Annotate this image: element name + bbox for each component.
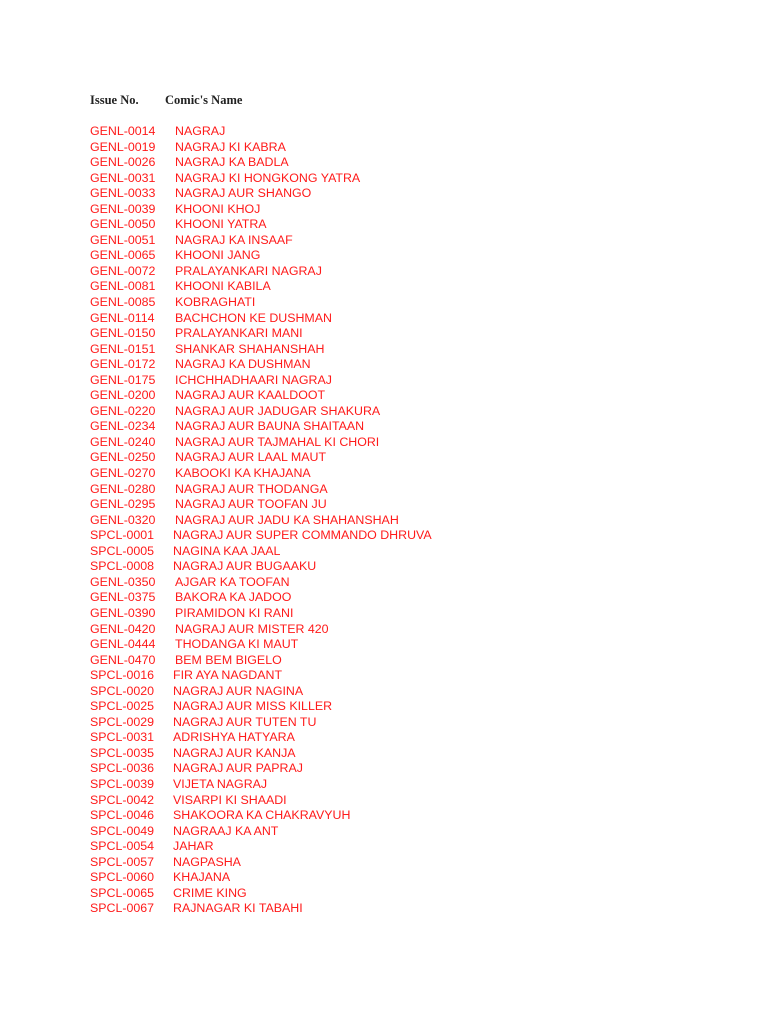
comic-name: ICHCHHADHAARI NAGRAJ [175, 372, 332, 387]
comic-name: FIR AYA NAGDANT [173, 668, 283, 683]
issue-number: GENL-0050 [90, 217, 156, 232]
issue-number: GENL-0019 [90, 139, 156, 154]
issue-number: SPCL-0036 [90, 761, 155, 776]
issue-number: SPCL-0008 [90, 559, 155, 574]
list-item [90, 497, 327, 513]
list-item [90, 621, 329, 638]
issue-number: GENL-0031 [90, 170, 156, 185]
comic-name: VISARPI KI SHAADI [173, 792, 287, 807]
issue-number: GENL-0033 [90, 186, 156, 201]
list-item [90, 434, 380, 451]
comic-name: NAGRAJ AUR TUTEN TU [173, 714, 317, 729]
list-item [90, 466, 311, 482]
comic-name: NAGRAJ [175, 124, 226, 138]
issue-number: SPCL-0054 [90, 839, 155, 854]
issue-number: SPCL-0046 [90, 808, 155, 823]
comic-name: CRIME KING [173, 885, 247, 900]
comic-name-heading: Comic's Name [165, 93, 243, 107]
issue-number: SPCL-0005 [90, 543, 155, 558]
list-item [90, 683, 304, 700]
comic-name: NAGRAJ AUR PAPRAJ [173, 761, 303, 776]
list-item [90, 279, 271, 295]
list-item [90, 792, 287, 809]
comic-name: NAGRAJ AUR JADUGAR SHAKURA [175, 403, 381, 418]
issue-number: GENL-0026 [90, 155, 156, 170]
list-item [90, 776, 268, 793]
issue-number: GENL-0234 [90, 419, 156, 434]
comic-name: ADRISHYA HATYARA [173, 730, 295, 745]
list-item [90, 745, 296, 762]
list-item [90, 263, 322, 280]
list-item [90, 217, 267, 233]
issue-number: SPCL-0001 [90, 528, 155, 543]
comic-name: NAGRAJ AUR SUPER COMMANDO DHRUVA [173, 528, 432, 543]
issue-number: SPCL-0025 [90, 699, 155, 714]
list-item [90, 528, 432, 544]
issue-number: GENL-0081 [90, 279, 156, 294]
list-item [90, 155, 289, 171]
issue-number: GENL-0240 [90, 434, 156, 449]
list-item [90, 839, 214, 855]
comic-name: NAGRAJ KA INSAAF [175, 232, 293, 247]
comic-name: KHAJANA [173, 870, 231, 885]
comic-name: PIRAMIDON KI RANI [175, 605, 294, 620]
comic-name: NAGRAJ KA DUSHMAN [175, 357, 311, 372]
comic-name: NAGRAJ AUR JADU KA SHAHANSHAH [175, 512, 399, 527]
comic-name: KHOONI YATRA [175, 217, 267, 232]
comic-name: NAGRAJ AUR MISS KILLER [173, 699, 333, 714]
list-item [90, 637, 299, 653]
issue-number: GENL-0390 [90, 605, 156, 620]
issue-number: GENL-0072 [90, 263, 156, 278]
list-item [90, 201, 261, 218]
issue-number: GENL-0350 [90, 574, 156, 589]
list-item [90, 295, 256, 311]
comic-name: NAGRAJ KA BADLA [175, 155, 289, 170]
comic-name: AJGAR KA TOOFAN [175, 574, 290, 589]
comic-name: NAGINA KAA JAAL [173, 543, 281, 558]
comic-name: KHOONI KABILA [175, 279, 271, 294]
list-item [90, 326, 303, 342]
comic-name: SHAKOORA KA CHAKRAVYUH [173, 808, 351, 823]
list-item [90, 901, 303, 917]
issue-number: GENL-0270 [90, 466, 156, 481]
comic-name: NAGRAJ KI HONGKONG YATRA [175, 170, 361, 185]
comic-name: NAGRAAJ KA ANT [173, 823, 279, 838]
issue-number: SPCL-0039 [90, 776, 155, 791]
issue-number: GENL-0151 [90, 341, 156, 356]
comic-name: NAGRAJ AUR LAAL MAUT [175, 450, 327, 465]
comic-name: NAGRAJ AUR MISTER 420 [175, 621, 329, 636]
list-item [90, 870, 231, 886]
issue-number: SPCL-0031 [90, 730, 155, 745]
issue-number: GENL-0065 [90, 248, 156, 263]
comic-name: NAGPASHA [173, 854, 241, 869]
list-item [90, 248, 261, 264]
list-item [90, 699, 333, 715]
list-item [90, 372, 332, 389]
comic-name: RAJNAGAR KI TABAHI [173, 901, 303, 916]
issue-number: GENL-0014 [90, 124, 156, 138]
issue-number: GENL-0114 [90, 310, 155, 325]
issue-number: GENL-0039 [90, 201, 156, 216]
issue-number: SPCL-0065 [90, 885, 155, 900]
list-item [90, 232, 293, 249]
comic-name: BAKORA KA JADOO [175, 590, 292, 605]
list-item [90, 574, 290, 591]
list-item [90, 714, 317, 731]
issue-number: GENL-0051 [90, 232, 156, 247]
list-item [90, 668, 283, 684]
issue-number: SPCL-0029 [90, 714, 155, 729]
issue-number: SPCL-0057 [90, 854, 155, 869]
table-header [90, 93, 242, 108]
comic-name: NAGRAJ AUR NAGINA [173, 683, 304, 698]
issue-number: SPCL-0020 [90, 683, 155, 698]
list-item [90, 761, 303, 777]
issue-number: GENL-0250 [90, 450, 156, 465]
issue-number: GENL-0200 [90, 388, 156, 403]
issue-number: GENL-0295 [90, 497, 156, 512]
list-item [90, 357, 311, 373]
list-item [90, 823, 279, 840]
list-item [90, 543, 281, 560]
list-item [90, 652, 282, 669]
comic-name: JAHAR [173, 839, 214, 854]
issue-number: SPCL-0035 [90, 745, 155, 760]
list-item [90, 124, 226, 140]
list-item [90, 854, 241, 871]
comic-name: KHOONI JANG [175, 248, 261, 263]
comic-name: SHANKAR SHAHANSHAH [175, 341, 325, 356]
list-item [90, 885, 247, 902]
list-item [90, 170, 361, 187]
issue-number: SPCL-0067 [90, 901, 155, 916]
comic-name: NAGRAJ AUR TAJMAHAL KI CHORI [175, 434, 380, 449]
issue-number: GENL-0220 [90, 403, 156, 418]
issue-number: GENL-0470 [90, 652, 156, 667]
comic-name: BEM BEM BIGELO [175, 652, 282, 667]
list-item [90, 403, 381, 420]
issue-number: GENL-0375 [90, 590, 156, 605]
issue-number: GENL-0175 [90, 372, 156, 387]
comic-list [90, 124, 432, 917]
comic-name: VIJETA NAGRAJ [173, 776, 268, 791]
comic-name: PRALAYANKARI NAGRAJ [175, 263, 322, 278]
comic-name: KABOOKI KA KHAJANA [175, 466, 311, 481]
issue-number: GENL-0320 [90, 512, 156, 527]
comic-name: THODANGA KI MAUT [175, 637, 299, 652]
comic-name: PRALAYANKARI MANI [175, 326, 303, 341]
comic-name: NAGRAJ AUR KANJA [173, 745, 296, 760]
list-item [90, 341, 325, 358]
list-item [90, 419, 365, 435]
issue-number: SPCL-0042 [90, 792, 155, 807]
comic-name: NAGRAJ AUR TOOFAN JU [175, 497, 327, 512]
list-item [90, 559, 317, 575]
comic-name: BACHCHON KE DUSHMAN [175, 310, 332, 325]
list-item [90, 139, 286, 156]
list-item [90, 310, 332, 327]
issue-number: SPCL-0016 [90, 668, 155, 683]
list-item [90, 808, 351, 824]
comic-name: KHOONI KHOJ [175, 201, 261, 216]
issue-number: GENL-0280 [90, 481, 156, 496]
list-item [90, 450, 327, 466]
issue-number: GENL-0150 [90, 326, 156, 341]
list-item [90, 481, 328, 498]
list-item [90, 590, 292, 606]
list-item [90, 388, 326, 404]
comic-name: NAGRAJ KI KABRA [175, 139, 286, 154]
list-item [90, 730, 295, 746]
comic-name: NAGRAJ AUR KAALDOOT [175, 388, 326, 403]
comic-name: NAGRAJ AUR SHANGO [175, 186, 312, 201]
comic-name: KOBRAGHATI [175, 295, 256, 310]
list-item [90, 512, 399, 529]
comic-name: NAGRAJ AUR BUGAAKU [173, 559, 317, 574]
comic-name: NAGRAJ AUR THODANGA [175, 481, 328, 496]
issue-number: GENL-0444 [90, 637, 156, 652]
list-item [90, 605, 294, 622]
issue-number: GENL-0172 [90, 357, 156, 372]
list-item [90, 186, 312, 202]
issue-number: GENL-0085 [90, 295, 156, 310]
issue-number: SPCL-0060 [90, 870, 155, 885]
issue-no-heading: Issue No. [90, 93, 139, 107]
issue-number: GENL-0420 [90, 621, 156, 636]
comic-name: NAGRAJ AUR BAUNA SHAITAAN [175, 419, 365, 434]
issue-number: SPCL-0049 [90, 823, 155, 838]
